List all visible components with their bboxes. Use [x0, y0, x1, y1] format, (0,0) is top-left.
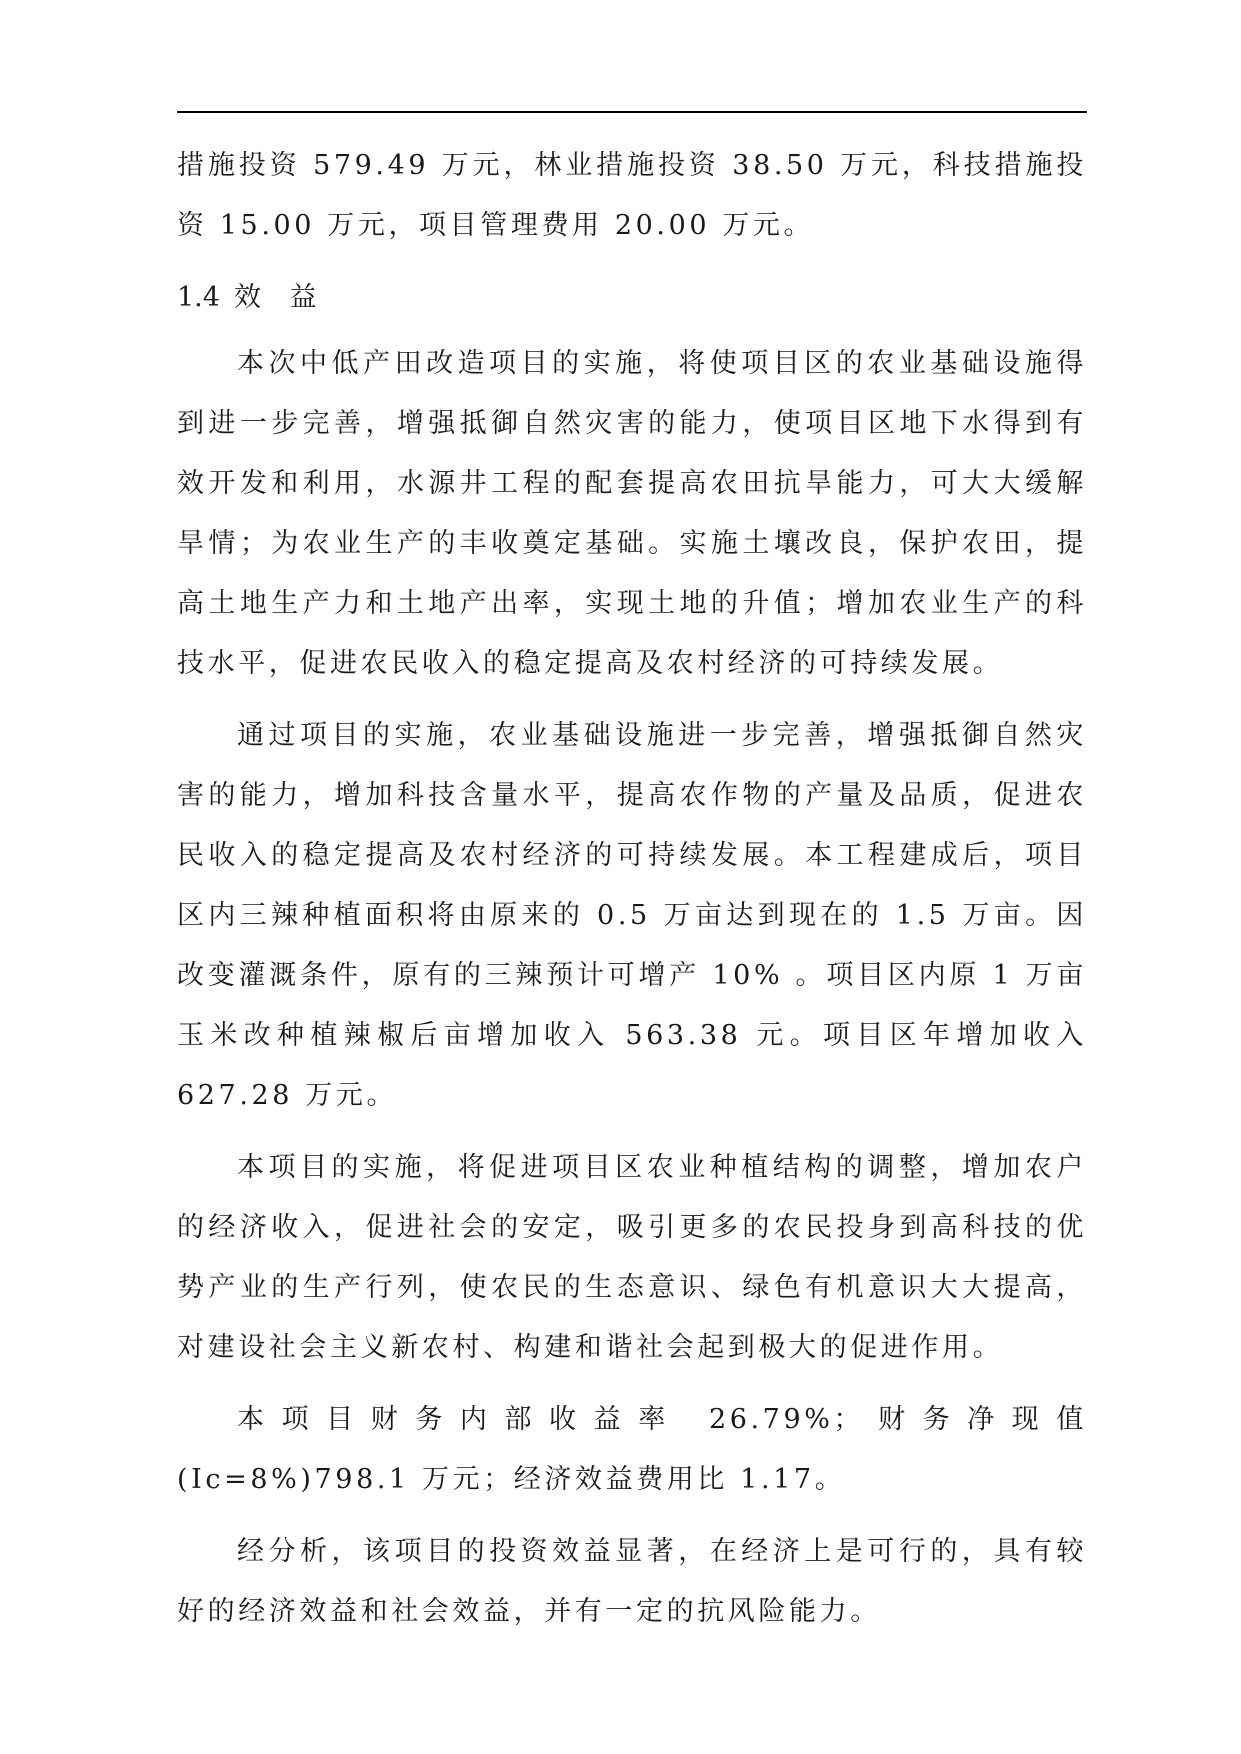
- document-body: [177, 136, 1087, 1642]
- paragraph: 本次中低产田改造项目的实施，将使项目区的农业基础设施得到进一步完善，增强抵御自然灾害的能力，使项目区地下水得到有效开发和利用，水源井工程的配套提高农田抗旱能力，可大大缓解旱情；为农业生产的丰收奠定基础。实施土壤改良，保护农田，提高土地生产力和土地产出率，实现土地的升值；增加农业生产的科技水平，促进农民收入的稳定提高及农村经济的可持续发展。: [177, 348, 1087, 679]
- header-rule: [177, 111, 1087, 113]
- paragraph: 经分析，该项目的投资效益显著，在经济上是可行的，具有较好的经济效益和社会效益，并有一定的抗风险能力。: [177, 1536, 1087, 1627]
- section-heading: [177, 268, 1087, 328]
- section-number: 1.4: [177, 282, 220, 313]
- section-title: 效 益: [233, 282, 327, 313]
- paragraph: 通过项目的实施，农业基础设施进一步完善，增强抵御自然灾害的能力，增加科技含量水平，提高农作物的产量及品质，促进农民收入的稳定提高及农村经济的可持续发展。本工程建成后，项目区内三辣种植面积将由原来的 0.5 万亩达到现在的 1.5 万亩。因改变灌溉条件，原有的三辣预计可增产 10% 。项目区内原 1 万亩玉米改种植辣椒后亩增加收入 563.38 元。项目区年增加收入 627.28 万元。: [177, 720, 1087, 1111]
- paragraph: 本项目的实施，将促进项目区农业种植结构的调整，增加农户的经济收入，促进社会的安定，吸引更多的农民投身到高科技的优势产业的生产行列，使农民的生态意识、绿色有机意识大大提高，对建设社会主义新农村、构建和谐社会起到极大的促进作用。: [177, 1152, 1087, 1363]
- paragraph-continued: 措施投资 579.49 万元，林业措施投资 38.50 万元，科技措施投资 15.00 万元，项目管理费用 20.00 万元。: [177, 150, 1087, 241]
- paragraph: 本项目财务内部收益率 26.79%；财务净现值(Ic=8%)798.1 万元；经济效益费用比 1.17。: [177, 1404, 1087, 1495]
